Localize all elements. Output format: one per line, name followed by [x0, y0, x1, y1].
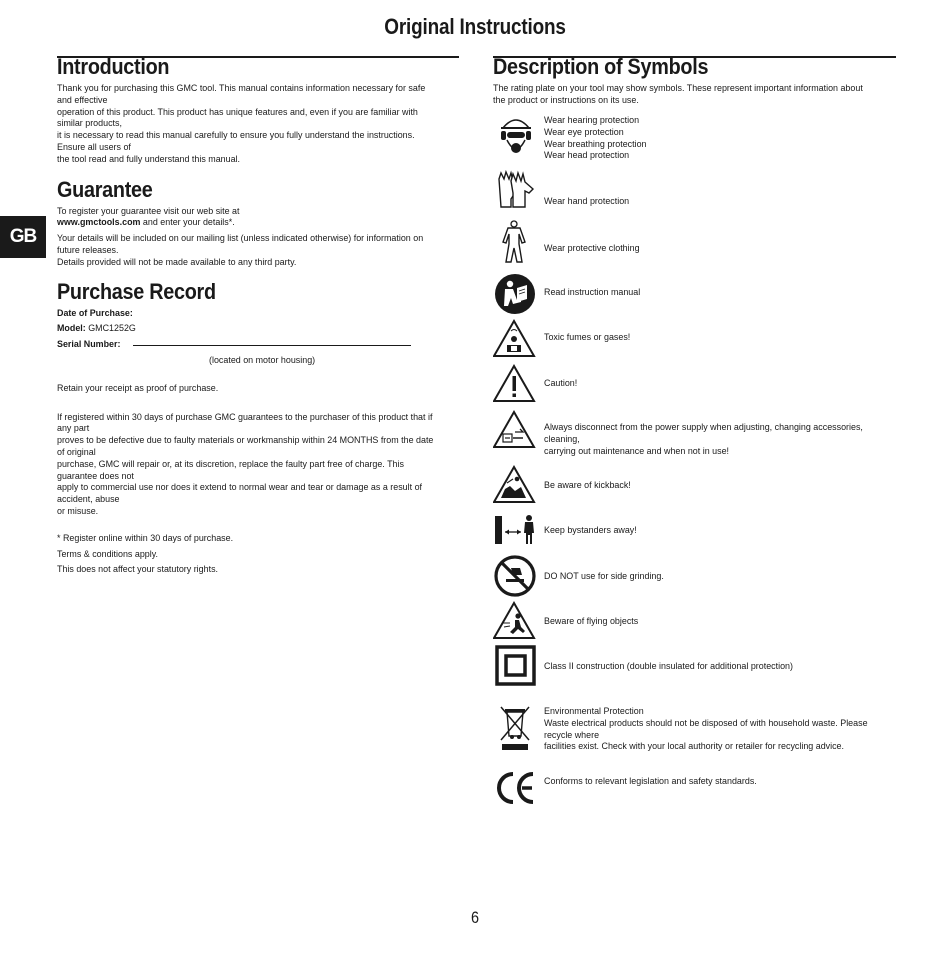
mailing-line: Your details will be included on our mailing list (unless indicated otherwise) for information on future releases. [57, 233, 424, 256]
symbol-text: Beware of flying objects [544, 616, 639, 627]
date-of-purchase-label: Date of Purchase: [57, 307, 133, 319]
purchase-record-heading: Purchase Record [57, 278, 216, 304]
gloves-icon [493, 169, 539, 211]
guarantee-text [57, 206, 463, 269]
read-manual-icon [493, 272, 539, 316]
ce-mark-icon [493, 768, 539, 808]
warranty-line: apply to commercial use nor does it extend to normal wear and tear or damage as a result of accident, abuse [57, 482, 423, 506]
class-ii-icon [493, 644, 539, 688]
warranty-line: purchase, GMC will repair or, at its discretion, replace the faulty part free of charge. This guarantee does not [57, 458, 404, 482]
warranty-line: or misuse. [57, 505, 99, 517]
symbol-text: Wear hearing protection [544, 115, 640, 126]
symbol-text: Wear protective clothing [544, 243, 640, 254]
symbol-text: Wear breathing protection [544, 138, 647, 150]
symbols-intro [493, 83, 903, 107]
introduction-line: the tool read and fully understand this manual. [57, 153, 241, 165]
caution-icon [493, 364, 539, 404]
disconnect-power-icon [493, 410, 539, 450]
symbols-intro-line: The rating plate on your tool may show symbols. These represent important information about [493, 83, 863, 94]
toxic-fumes-icon [493, 319, 539, 359]
purchase-record-fields [57, 308, 463, 577]
serial-number-line [133, 344, 411, 346]
flying-objects-icon [493, 601, 539, 641]
symbol-text: Wear head protection [544, 150, 630, 162]
mailing-line: Details provided will not be made available to any third party. [57, 256, 297, 268]
no-side-grinding-icon [493, 554, 539, 598]
symbol-text: Wear eye protection [544, 126, 624, 138]
symbol-text: Class II construction (double insulated for additional protection) [544, 661, 793, 672]
page-title: Original Instructions [384, 14, 566, 39]
guarantee-heading: Guarantee [57, 176, 153, 202]
website-link[interactable]: www.gmctools.com [57, 217, 141, 229]
kickback-icon [493, 465, 539, 505]
symbol-text: Keep bystanders away! [544, 525, 637, 536]
page-number: 6 [470, 908, 480, 927]
ppe-head-icon [493, 114, 539, 160]
weee-bin-icon [493, 702, 539, 754]
symbol-text: Waste electrical products should not be disposed of with household waste. Please recycle where [544, 717, 868, 741]
warranty-line: proves to be defective due to faulty materials or workmanship within 24 MONTHS from the date of original [57, 435, 434, 458]
introduction-text [57, 83, 463, 166]
retain-receipt-text: Retain your receipt as proof of purchase. [57, 382, 219, 394]
symbol-text: Caution! [544, 378, 578, 389]
symbols-heading: Description of Symbols [493, 54, 709, 79]
serial-number-label: Serial Number: [57, 339, 121, 351]
terms-text: Terms & conditions apply. [57, 548, 159, 560]
symbol-text: carrying out maintenance and when not in use! [544, 445, 730, 457]
statutory-text: This does not affect your statutory rights. [57, 564, 219, 576]
symbol-text: Environmental Protection [544, 706, 644, 717]
left-column [57, 54, 463, 576]
protective-clothing-icon [493, 220, 539, 264]
model-label: Model: [57, 323, 86, 335]
introduction-line: it is necessary to read this manual carefully to ensure you fully understand the instructions. Ensure all users of [57, 130, 415, 153]
warranty-line: If registered within 30 days of purchase GMC guarantees to the purchaser of this product that if any part [57, 411, 433, 435]
symbol-text: Read instruction manual [544, 287, 641, 298]
bystanders-icon [493, 513, 539, 547]
symbol-text: DO NOT use for side grinding. [544, 571, 664, 582]
language-tab: GB [0, 216, 46, 258]
symbol-text: Always disconnect from the power supply when adjusting, changing accessories, cleaning, [544, 422, 863, 445]
warranty-text [57, 412, 463, 518]
register-footnote: * Register online within 30 days of purchase. [57, 532, 234, 544]
register-suffix: and enter your details*. [140, 217, 235, 229]
serial-location-note: (located on motor housing) [209, 354, 316, 366]
introduction-line: Thank you for purchasing this GMC tool. This manual contains information necessary for safe and effective [57, 83, 426, 106]
symbol-text: Toxic fumes or gases! [544, 332, 631, 343]
right-column [493, 54, 903, 854]
symbol-text: facilities exist. Check with your local authority or retailer for recycling advice. [544, 741, 845, 753]
symbol-text: Wear hand protection [544, 196, 630, 207]
symbols-intro-line: the product or instructions on its use. [493, 94, 639, 106]
symbol-text: Conforms to relevant legislation and safety standards. [544, 776, 757, 787]
model-value: GMC1252G [85, 323, 136, 335]
introduction-heading: Introduction [57, 54, 170, 79]
guarantee-register-line: To register your guarantee visit our web site at [57, 205, 240, 217]
introduction-line: operation of this product. This product has unique features and, even if you are familiar with similar products, [57, 106, 418, 130]
symbol-text: Be aware of kickback! [544, 480, 631, 491]
